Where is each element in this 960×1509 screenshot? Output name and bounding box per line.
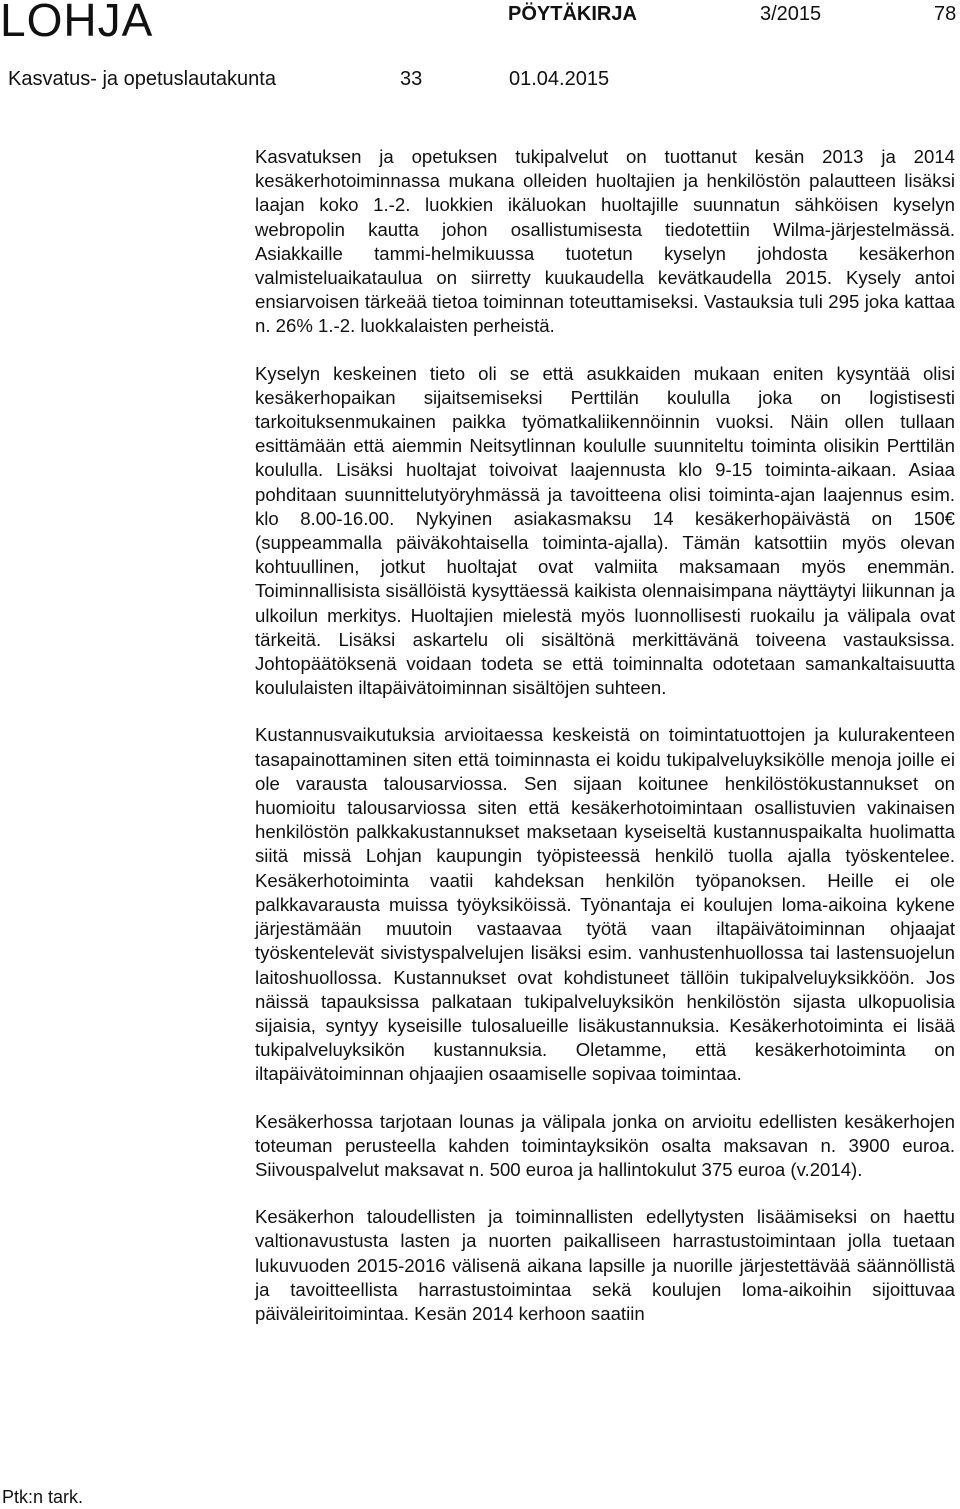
document-type: PÖYTÄKIRJA [508,3,637,25]
committee-name: Kasvatus- ja opetuslautakunta [8,68,276,90]
paragraph: Kesäkerhon taloudellisten ja toiminnallisten edellytysten lisäämiseksi on haettu valtionavustusta lasten ja nuorten paikalliseen harrastustoimintaan jolla tuetaan lukuvuoden 2015-2016 välisenä aikana lapsille ja nuorille järjestettävää säännöllistä ja tavoitteellista harrastustoimintaa sekä koulujen loma-aikoihin sijoittuvaa päiväleiritoimintaa. Kesän 2014 kerhoon saatiin [255,1206,955,1324]
section-number: 33 [400,68,423,90]
page-number: 78 [934,3,957,25]
meeting-date: 01.04.2015 [509,68,610,90]
paragraph: Kesäkerhossa tarjotaan lounas ja välipala jonka on arvioitu edellisten kesäkerhojen toteuman perusteella kahden toimintayksikön osalta maksavan n. 3900 euroa. Siivouspalvelut maksavat n. 500 euroa ja hallintokulut 375 euroa (v.2014). [255,1110,955,1180]
document-number: 3/2015 [760,3,822,25]
document-body [255,145,955,1349]
paragraph: Kyselyn keskeinen tieto oli se että asukkaiden mukaan eniten kysyntää olisi kesäkerhopaikan sijaitsemiseksi Perttilän koululla joka on logistisesti tarkoituksenmukainen paikka työmatkaliikennöinnin vuoksi. Näin ollen tullaan esittämään että aiemmin Neitsytlinnan koululle suunniteltu toiminta olisikin Perttilän koululla. Lisäksi huoltajat toivoivat laajennusta klo 9-15 toiminta-aikaan. Asiaa pohditaan suunnittelutyöryhmässä ja tavoitteena olisi toiminta-ajan laajennus esim. klo 8.00-16.00. Nykyinen asiakasmaksu 14 kesäkerhopäivästä on 150€ (suppeammalla päiväkohtaisella toiminta-ajalla). Tämän katsottiin myös olevan kohtuullinen, jotkut huoltajat ovat valmiita maksamaan myös enemmän. Toiminnallisista sisällöistä kysyttäessä kaikista olennaisimpana näyttäytyi liikunnan ja ulkoilun merkitys. Huoltajien mielestä myös luonnollisesti ruokailu ja välipala ovat tärkeitä. Lisäksi askartelu oli sisältönä merkittävänä toiveena vastauksissa. Johtopäätöksenä voidaan todeta se että toiminnalta odotetaan samankaltaisuutta koululaisten iltapäivätoiminnan sisältöjen suhteen. [255,362,955,699]
minutes-checker-label: Ptk:n tark. [2,1487,84,1507]
paragraph: Kasvatuksen ja opetuksen tukipalvelut on tuottanut kesän 2013 ja 2014 kesäkerhotoiminnassa mukana olleiden huoltajien ja henkilöstön palautteen lisäksi laajan koko 1.-2. luokkien ikäluokan huoltajille suunnatun sähköisen kyselyn webropolin kautta johon osallistumisesta tiedotettiin Wilma-järjestelmässä. Asiakkaille tammi-helmikuussa tuotetun kyselyn johdosta kesäkerhon valmisteluaikataulua on siirretty kuukaudella kevätkaudella 2015. Kysely antoi ensiarvoisen tärkeää tietoa toiminnan toteuttamiseksi. Vastauksia tuli 295 joka kattaa n. 26% 1.-2. luokkalaisten perheistä. [255,146,955,337]
paragraph: Kustannusvaikutuksia arvioitaessa keskeistä on toimintatuottojen ja kulurakenteen tasapainottaminen siten että toiminnasta ei koidu tukipalveluyksikölle menoja joille ei ole varausta talousarviossa. Sen sijaan koitunee henkilöstökustannukset on huomioitu talousarviossa siten että kesäkerhotoimintaan osallistuvien vakinaisen henkilöstön palkkakustannukset maksetaan kyseiseltä kustannuspaikalta huolimatta siitä missä Lohjan kaupungin työpisteessä henkilö tuolla ajalla työskentelee. Kesäkerhotoiminta vaatii kahdeksan henkilön työpanoksen. Heille ei ole palkkavarausta muissa työyksiköissä. Työnantaja ei koulujen loma-aikoina kykene järjestämään muutoin vastaavaa työtä vaan iltapäivätoiminnan ohjaajat työskentelevät sivistyspalvelujen lisäksi esim. vanhustenhuollossa tai lastensuojelun laitoshuollossa. Kustannukset ovat kohdistuneet tällöin tukipalveluyksikköön. Jos näissä tapauksissa palkataan tukipalveluyksikön henkilöstön sijasta ulkopuolisia sijaisia, syntyy kyseisille tulosalueille lisäkustannuksia. Kesäkerhotoiminta ei lisää tukipalveluyksikön kustannuksia. Oletamme, että kesäkerhotoiminta on iltapäivätoiminnan ohjaajien osaamiselle sopivaa toimintaa. [255,724,955,1085]
organization-logo: LOHJA [0,0,154,46]
